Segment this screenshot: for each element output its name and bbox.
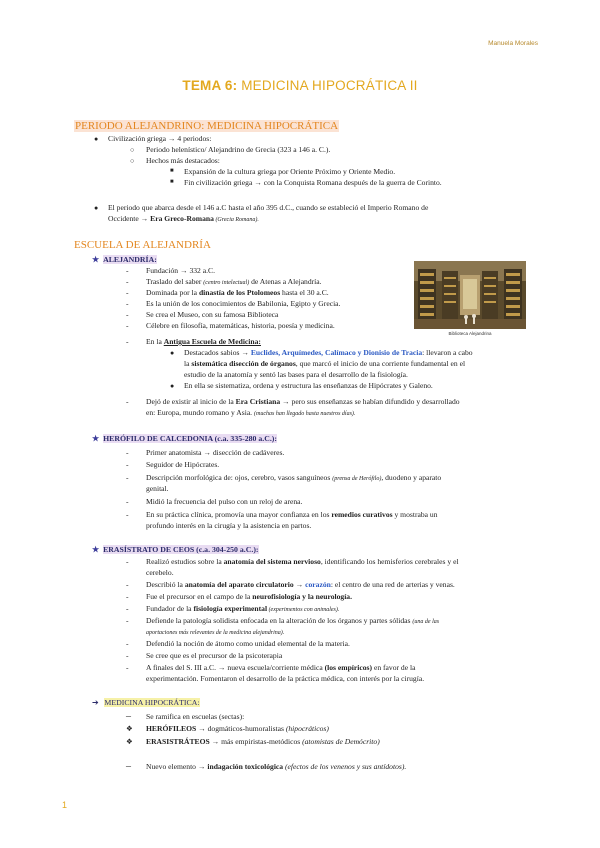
library-illustration xyxy=(414,261,526,329)
bullet-icon: ● xyxy=(170,349,175,357)
text-span: (centro intelectual) xyxy=(203,280,250,286)
text-span: pero sus enseñanzas se habían difundido y desarrollado xyxy=(289,397,460,406)
diamond-bullet-icon: ❖ xyxy=(126,724,133,733)
text-span: (prensa de Herófilo) xyxy=(332,476,382,482)
list-item: Hechos más destacados: xyxy=(146,156,220,165)
list-item xyxy=(146,616,439,627)
dash-icon: - xyxy=(126,448,129,457)
paragraph-line xyxy=(108,214,259,225)
text-span: (experimentos con animales). xyxy=(267,607,340,613)
text-span: dinastía de los Ptolomeos xyxy=(198,288,281,297)
star-icon: ★ xyxy=(92,434,100,443)
subsection-alejandria xyxy=(92,255,157,264)
text-span: aportaciones más relevantes de la medicina alejandrina). xyxy=(146,630,285,636)
image-caption: Biblioteca Alejandrina xyxy=(448,331,492,336)
square-bullet-icon: ■ xyxy=(170,179,174,185)
text-span: (Grecia Romana). xyxy=(213,217,259,223)
text-span: indagación toxicológica xyxy=(207,762,284,771)
text-span: (una de las xyxy=(412,619,440,625)
text-span: , identificando los hemisferios cerebrales y el xyxy=(320,557,459,566)
list-item xyxy=(146,557,459,567)
list-item xyxy=(146,408,355,419)
list-item: experimentación. Fomentaron el desarrollo de la práctica médica, con interés por la cirugía. xyxy=(146,674,425,683)
list-item: estudio de la anatomía y sentó las bases para el desarrollo de la fisiología. xyxy=(184,370,408,379)
list-item: Periodo helenístico/ Alejandrino de Grecia (323 a 146 a. C.). xyxy=(146,145,331,154)
subsection-erasistrato xyxy=(92,545,259,554)
bullet-icon: ● xyxy=(94,135,99,143)
dash-icon: - xyxy=(126,337,129,346)
text-span: fisiología experimental xyxy=(193,604,268,613)
title-rest: MEDICINA HIPOCRÁTICA II xyxy=(237,78,418,93)
text-span: A finales del S. III a.C. → nueva escuela/corriente médica xyxy=(146,663,325,672)
square-bullet-icon: ■ xyxy=(170,168,174,174)
text-span: Era Cristiana → xyxy=(235,397,290,406)
dash-icon: - xyxy=(126,580,129,589)
list-item xyxy=(146,737,380,747)
text-span: hasta el 30 a.C. xyxy=(280,288,329,297)
dash-icon: - xyxy=(126,288,129,297)
subsection-heading-text: ERASÍSTRATO DE CEOS (c.a. 304-250 a.C.): xyxy=(103,545,259,554)
list-item: Se cree que es el precursor de la psicoterapia xyxy=(146,651,283,660)
list-item xyxy=(146,762,406,772)
text-span: Fue el precursor en el campo de la xyxy=(146,592,253,601)
text-span: anatomía del sistema nervioso xyxy=(223,557,321,566)
dash-icon: - xyxy=(126,604,129,613)
list-item xyxy=(146,604,339,615)
list-item xyxy=(146,277,322,288)
dash-icon: – xyxy=(126,711,131,722)
section-heading-text: PERIODO ALEJANDRINO: MEDICINA HIPOCRÁTICA xyxy=(75,120,339,132)
list-item xyxy=(146,473,441,484)
circle-bullet-icon: ○ xyxy=(130,146,135,154)
section-heading-escuela: ESCUELA DE ALEJANDRÍA xyxy=(74,239,211,251)
text-span: : el centro de una red de arterias y venas. xyxy=(330,580,455,589)
author-name: Manuela Morales xyxy=(488,40,538,47)
text-span: (efectos de los venenos y sus antídotos). xyxy=(283,762,407,771)
star-icon: ★ xyxy=(92,255,100,264)
list-item: Es la unión de los conocimientos de Babilonia, Egipto y Grecia. xyxy=(146,299,341,308)
text-span: anatomía del aparato circulatorio → xyxy=(184,580,304,589)
list-item: Seguidor de Hipócrates. xyxy=(146,460,220,469)
list-item: cerebelo. xyxy=(146,568,174,577)
section-heading-periodo xyxy=(74,120,339,132)
text-span: (atomistas de Demócrito) xyxy=(302,737,380,746)
bullet-icon: ● xyxy=(94,204,99,212)
subsection-heading-text: MEDICINA HIPOCRÁTICA: xyxy=(104,698,200,707)
text-span: en: Europa, mundo romano y Asia. xyxy=(146,408,254,417)
list-item xyxy=(146,510,438,520)
dash-icon: - xyxy=(126,310,129,319)
page-title xyxy=(0,78,600,93)
list-item xyxy=(184,359,465,369)
subsection-herofilo xyxy=(92,434,277,443)
era-greco-romana: Era Greco-Romana xyxy=(150,214,214,223)
text-span: , que marcó el inicio de una corriente fundamental en el xyxy=(295,359,466,368)
dash-icon: – xyxy=(126,761,131,772)
list-item xyxy=(146,592,352,602)
subsection-medicina-hipocratica xyxy=(92,698,200,707)
list-item xyxy=(146,337,261,347)
list-item: Célebre en filosofía, matemáticas, historia, poesía y medicina. xyxy=(146,321,335,330)
list-item: Fin civilización griega → con la Conquista Romana después de la guerra de Corinto. xyxy=(184,178,442,187)
text-span: Destacados sabios → xyxy=(184,348,251,357)
list-item xyxy=(146,724,329,734)
text-span: neurofisiología y la neurología. xyxy=(252,592,352,601)
text-span: sistemática disección de órganos xyxy=(191,359,296,368)
page-number: 1 xyxy=(62,800,68,810)
dash-icon: - xyxy=(126,616,129,625)
subsection-heading-text: ALEJANDRÍA: xyxy=(103,255,157,264)
text-span: Occidente → xyxy=(108,214,151,223)
list-item: Fundación → 332 a.C. xyxy=(146,266,215,275)
text-span: , duodeno y aparato xyxy=(381,473,442,482)
bullet-icon: ● xyxy=(170,382,175,390)
list-item: profundo interés en la cirugía y la asistencia en partos. xyxy=(146,521,312,530)
text-span: Defiende la patología solidista enfocada en la alteración de los órganos y partes sólidas xyxy=(146,616,413,625)
subsection-heading-text: HERÓFILO DE CALCEDONIA (c.a. 335-280 a.C.): xyxy=(103,434,277,443)
text-span: Describió la xyxy=(146,580,185,589)
dash-icon: - xyxy=(126,639,129,648)
dash-icon: - xyxy=(126,460,129,469)
text-span: (hipocráticos) xyxy=(285,724,329,733)
list-item xyxy=(146,627,284,638)
text-span: (los empíricos) xyxy=(324,663,373,672)
circle-bullet-icon: ○ xyxy=(130,157,135,165)
dash-icon: - xyxy=(126,277,129,286)
text-span: Nuevo elemento → xyxy=(146,762,208,771)
text-span: En la xyxy=(146,337,164,346)
text-span: HERÓFILEOS xyxy=(146,724,197,733)
list-item: Primer anatomista → disección de cadáveres. xyxy=(146,448,285,457)
list-item xyxy=(146,397,460,407)
dash-icon: - xyxy=(126,299,129,308)
list-item: Civilización griega → 4 periodos: xyxy=(108,134,212,143)
text-span: Traslado del saber xyxy=(146,277,204,286)
dash-icon: - xyxy=(126,266,129,275)
text-span: : llevaron a cabo xyxy=(422,348,473,357)
list-item xyxy=(146,663,415,673)
text-span: Realizó estudios sobre la xyxy=(146,557,224,566)
text-span: en favor de la xyxy=(372,663,416,672)
list-item: Midió la frecuencia del pulso con un reloj de arena. xyxy=(146,497,303,506)
text-span: ERASISTRÁTEOS xyxy=(146,737,210,746)
dash-icon: - xyxy=(126,557,129,566)
corazon-term: corazón xyxy=(303,580,331,589)
text-span: Dominada por la xyxy=(146,288,199,297)
text-span: (muchas han llegado hasta nuestros días). xyxy=(253,411,356,417)
text-span: de Atenas a Alejandría. xyxy=(249,277,322,286)
list-item xyxy=(184,348,473,358)
dash-icon: - xyxy=(126,592,129,601)
sabios-names: Euclides, Arquímedes, Calímaco y Dionisio de Tracia xyxy=(250,348,423,357)
dash-icon: - xyxy=(126,497,129,506)
text-span: remedios curativos xyxy=(331,510,393,519)
text-span: Dejó de existir al inicio de la xyxy=(146,397,236,406)
library-image xyxy=(414,261,526,329)
text-span: Antigua Escuela de Medicina: xyxy=(163,337,261,346)
dash-icon: - xyxy=(126,321,129,330)
list-item xyxy=(146,580,455,590)
dash-icon: - xyxy=(126,510,129,519)
dash-icon: - xyxy=(126,663,129,672)
text-span: → más empiristas-metódicos xyxy=(209,737,303,746)
list-item: Defendió la noción de átomo como unidad elemental de la materia. xyxy=(146,639,350,648)
dash-icon: - xyxy=(126,473,129,482)
text-span: Descripción morfológica de: ojos, cerebro, vasos sanguíneos xyxy=(146,473,333,482)
dash-icon: - xyxy=(126,651,129,660)
paragraph-line: El periodo que abarca desde el 146 a.C hasta el año 395 d.C., cuando se estableció el Imperio Romano de xyxy=(108,203,429,212)
list-item: genital. xyxy=(146,484,169,493)
text-span: Fundador de la xyxy=(146,604,194,613)
list-item xyxy=(146,288,329,298)
dash-icon: - xyxy=(126,397,129,406)
text-span: la xyxy=(184,359,192,368)
diamond-bullet-icon: ❖ xyxy=(126,737,133,746)
text-span: → dogmáticos-humoralistas xyxy=(196,724,286,733)
text-span: En su práctica clínica, promovía una mayor confianza en los xyxy=(146,510,332,519)
star-icon: ★ xyxy=(92,545,100,554)
list-item: Se crea el Museo, con su famosa Biblioteca xyxy=(146,310,279,319)
list-item: Se ramifica en escuelas (sectas): xyxy=(146,712,245,721)
list-item: En ella se sistematiza, ordena y estructura las enseñanzas de Hipócrates y Galeno. xyxy=(184,381,433,390)
title-bold: TEMA 6: xyxy=(182,78,238,93)
arrow-icon: ➔ xyxy=(92,698,99,707)
text-span: y mostraba un xyxy=(392,510,438,519)
list-item: Expansión de la cultura griega por Oriente Próximo y Oriente Medio. xyxy=(184,167,396,176)
